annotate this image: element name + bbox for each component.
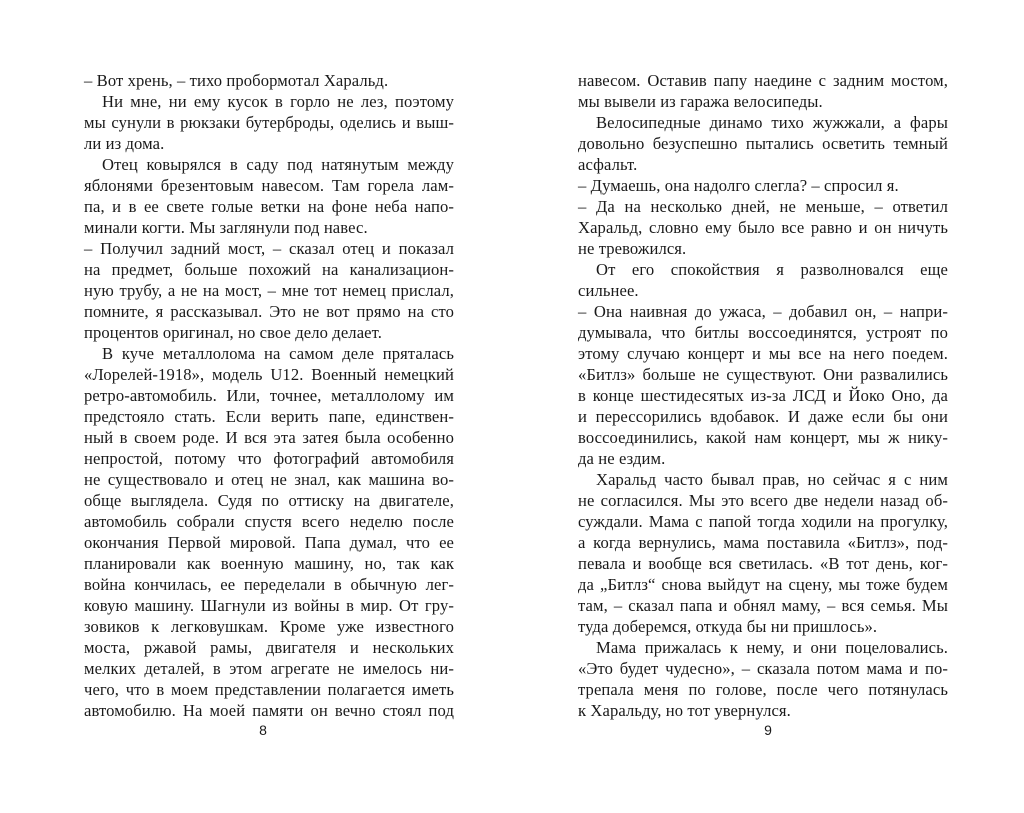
text-line: на предмет, больше похожий на канализацион-: [84, 260, 454, 279]
text-line: – Да на несколько дней, не меньше, – ответил: [578, 197, 948, 216]
text-line: планировали как военную машину, но, так как: [84, 554, 454, 573]
text-line: моста, ржавой рамы, двигателя и нескольких: [84, 638, 454, 657]
text-line: этому случаю концерт и мы все на него поедем.: [578, 344, 948, 363]
text-line: окончания Первой мировой. Папа думал, что ее: [84, 533, 454, 552]
text-line: ную трубу, а не на мост, – мне тот немец прислал,: [84, 281, 454, 300]
text-line: трепала меня по голове, после чего потянулась: [578, 680, 948, 699]
text-line: да „Битлз“ снова выйдут на сцену, мы тоже будем: [578, 575, 948, 594]
right-page-text: [578, 70, 948, 721]
text-line: воссоединились, какой нам концерт, мы ж нику-: [578, 428, 948, 447]
text-line: «Это будет чудесно», – сказала потом мама и по-: [578, 659, 948, 678]
text-line: не тревожился.: [578, 239, 687, 258]
left-page-text: [84, 70, 454, 721]
text-line: асфальт.: [578, 155, 638, 174]
text-line: суждали. Мама с папой тогда ходили на прогулку,: [578, 512, 948, 531]
text-line: – Думаешь, она надолго слегла? – спросил я.: [578, 176, 899, 195]
page-number-left: 8: [259, 722, 267, 738]
text-line: не существовало и отец не знал, как машина во-: [84, 470, 454, 489]
text-line: в конце шестидесятых из-за ЛСД и Йоко Оно, да: [578, 386, 948, 405]
text-line: туда доберемся, откуда бы ни пришлось».: [578, 617, 878, 636]
text-line: к Харальду, но тот увернулся.: [578, 701, 791, 720]
text-line: да не ездим.: [578, 449, 666, 468]
text-line: Ни мне, ни ему кусок в горло не лез, поэтому: [102, 92, 454, 111]
text-line: Велосипедные динамо тихо жужжали, а фары: [596, 113, 948, 132]
text-line: Отец ковырялся в саду под натянутым между: [102, 155, 454, 174]
text-line: а когда вернулись, мама поставила «Битлз», под-: [578, 533, 948, 552]
text-line: ретро-автомобиль. Или, точнее, металлолому им: [84, 386, 454, 405]
text-line: и перессорились вдобавок. И даже если бы они: [578, 407, 948, 426]
text-line: мы сунули в рюкзаки бутерброды, оделись и выш-: [84, 113, 454, 132]
text-line: Мама прижалась к нему, и они поцеловались.: [596, 638, 948, 657]
text-line: непростой, потому что фотографий автомобиля: [84, 449, 454, 468]
text-line: навесом. Оставив папу наедине с задним мостом,: [578, 71, 948, 90]
text-line: автомобилю. На моей памяти он вечно стоял под: [84, 701, 454, 720]
text-line: па, и в ее свете голые ветки на фоне неба напо-: [84, 197, 454, 216]
text-line: думывала, что битлы воссоединятся, устроят по: [578, 323, 948, 342]
text-line: мы вывели из гаража велосипеды.: [578, 92, 823, 111]
text-line: «Лорелей-1918», модель U12. Военный немецкий: [84, 365, 454, 384]
text-line: автомобиль собрали спустя всего неделю после: [84, 512, 454, 531]
text-line: процентов оригинал, но свое дело делает.: [84, 323, 382, 342]
text-line: минали когти. Мы заглянули под навес.: [84, 218, 368, 237]
text-line: сильнее.: [578, 281, 639, 300]
text-line: «Битлз» больше не существуют. Они развалились: [578, 365, 948, 384]
text-line: – Получил задний мост, – сказал отец и показал: [84, 239, 454, 258]
text-line: яблонями брезентовым навесом. Там горела лам-: [84, 176, 454, 195]
text-line: ли из дома.: [84, 134, 165, 153]
text-line: В куче металлолома на самом деле пряталась: [102, 344, 454, 363]
text-line: – Она наивная до ужаса, – добавил он, – напри-: [578, 302, 948, 321]
text-line: чего, что в моем представлении полагается иметь: [84, 680, 454, 699]
text-line: зовиков к легковушкам. Кроме уже известного: [84, 617, 454, 636]
text-line: война кончилась, ее переделали в обычную лег-: [84, 575, 454, 594]
text-line: ный в своем роде. И вся эта затея была особенно: [84, 428, 454, 447]
text-line: ковую машину. Шагнули из войны в мир. От гру-: [84, 596, 454, 615]
text-line: предстояло стать. Если верить папе, единствен-: [84, 407, 454, 426]
text-line: мелких деталей, в этом агрегате не имелось ни-: [84, 659, 454, 678]
text-line: там, – сказал папа и обнял маму, – вся семья. Мы: [578, 596, 948, 615]
text-line: певала и вообще вся светилась. «В тот день, ког-: [578, 554, 948, 573]
page-number-right: 9: [764, 722, 772, 738]
text-line: От его спокойствия я разволновался еще: [596, 260, 948, 279]
text-line: Харальд часто бывал прав, но сейчас я с ним: [596, 470, 948, 489]
text-line: не согласился. Мы это всего две недели назад об-: [578, 491, 948, 510]
text-line: Харальд, словно ему было все равно и он ничуть: [578, 218, 948, 237]
text-line: помните, я рассказывал. Это не вот прямо на сто: [84, 302, 454, 321]
text-line: довольно безуспешно пытались осветить темный: [578, 134, 948, 153]
text-line: обще выглядела. Судя по оттиску на двигателе,: [84, 491, 454, 510]
text-line: – Вот хрень, – тихо пробормотал Харальд.: [84, 71, 389, 90]
